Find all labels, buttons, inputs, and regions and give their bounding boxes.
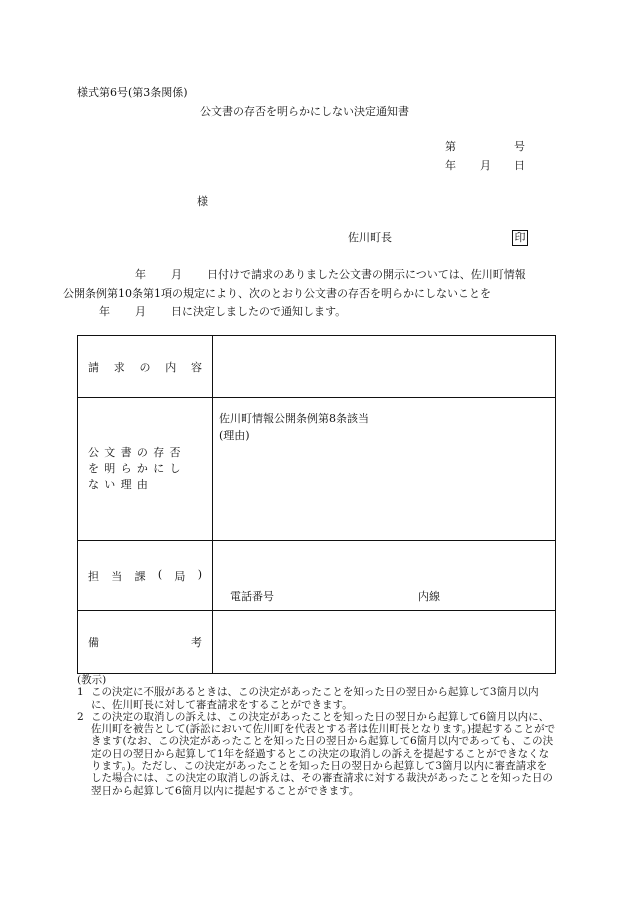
body-line1-month: 月 (171, 268, 182, 281)
row-remarks (78, 611, 556, 674)
label-char: の (139, 360, 151, 374)
body-line2: 公開条例第10条第1項の規定により、次のとおり公文書の存否を明らかにしないことを (63, 287, 491, 300)
document-title: 公文書の存否を明らかにしない決定通知書 (200, 105, 409, 118)
extension-label: 内線 (418, 590, 440, 603)
body-line3-year: 年 (99, 305, 110, 318)
label-request-content (78, 336, 213, 398)
date-day: 日 (514, 159, 525, 172)
seal-mark: 印 (512, 230, 528, 246)
label-char: ( (157, 567, 163, 581)
label-char: 容 (191, 360, 202, 374)
label-department (78, 541, 213, 611)
instructions-heading: (教示) (77, 674, 107, 686)
row-request-content (78, 336, 556, 398)
number-dai: 第 (445, 140, 456, 153)
label-char: 担 (88, 569, 99, 583)
value-request-content[interactable] (213, 336, 556, 398)
phone-label: 電話番号 (230, 590, 274, 603)
body-line1-year: 年 (135, 268, 146, 281)
label-char: 備 (88, 636, 99, 649)
instruction-item (77, 711, 557, 797)
body-line3-text: 日に決定しましたので通知します。 (171, 305, 347, 318)
decision-table (77, 335, 556, 674)
reason-ordinance: 佐川町情報公開条例第8条該当 (219, 412, 369, 425)
label-char: 請 (88, 360, 99, 374)
label-char: 求 (113, 360, 125, 374)
instruction-item (77, 686, 557, 711)
reason-paren: (理由) (219, 429, 250, 442)
label-reason-text: 公文書の存否を明らかにしない理由 (88, 446, 186, 491)
row-reason (78, 398, 556, 541)
instructions (77, 674, 557, 797)
label-char: 課 (134, 569, 146, 583)
value-remarks[interactable] (213, 611, 556, 674)
number-go: 号 (514, 140, 525, 153)
instruction-number: 2 (77, 710, 84, 723)
label-char: 考 (191, 636, 202, 649)
instruction-text: この決定に不服があるときは、この決定があったことを知った日の翌日から起算して3箇月以内に、佐川町長に対して審査請求をすることができます。 (91, 686, 539, 711)
body-line3-month: 月 (135, 305, 146, 318)
label-char: 当 (111, 569, 123, 583)
date-year: 年 (445, 159, 456, 172)
form-number: 様式第6号(第3条関係) (77, 86, 188, 99)
recipient-sama: 様 (197, 195, 208, 208)
value-reason[interactable] (213, 398, 556, 541)
instruction-text: この決定の取消しの訴えは、この決定があったことを知った日の翌日から起算して6箇月以内に、佐川町を被告として(訴訟において佐川町を代表とする者は佐川町長となります。)提起することができます(なお、この決定があったことを知った日の翌日から起算して6箇月以内であっても、この決定の日の翌日から起算して1年を経過するとこの決定の取消しの訴えを提起することができなくなります。)。ただし、この決定があったことを知った日の翌日から起算して3箇月以内に審査請求をした場合には、この決定の取消しの訴えは、その審査請求に対する裁決があったことを知った日の翌日から起算して6箇月以内に提起することができます。 (91, 710, 556, 797)
instruction-number: 1 (77, 686, 84, 699)
label-char: 内 (165, 360, 177, 374)
label-char: ) (197, 567, 202, 581)
label-remarks (78, 611, 213, 674)
row-department (78, 541, 556, 611)
label-reason (78, 398, 213, 541)
issuer-name: 佐川町長 (348, 231, 392, 244)
date-month: 月 (480, 159, 491, 172)
value-department[interactable] (213, 541, 556, 611)
body-line1-text: 日付けで請求のありました公文書の開示については、佐川町情報 (207, 268, 526, 281)
label-char: 局 (174, 569, 186, 583)
